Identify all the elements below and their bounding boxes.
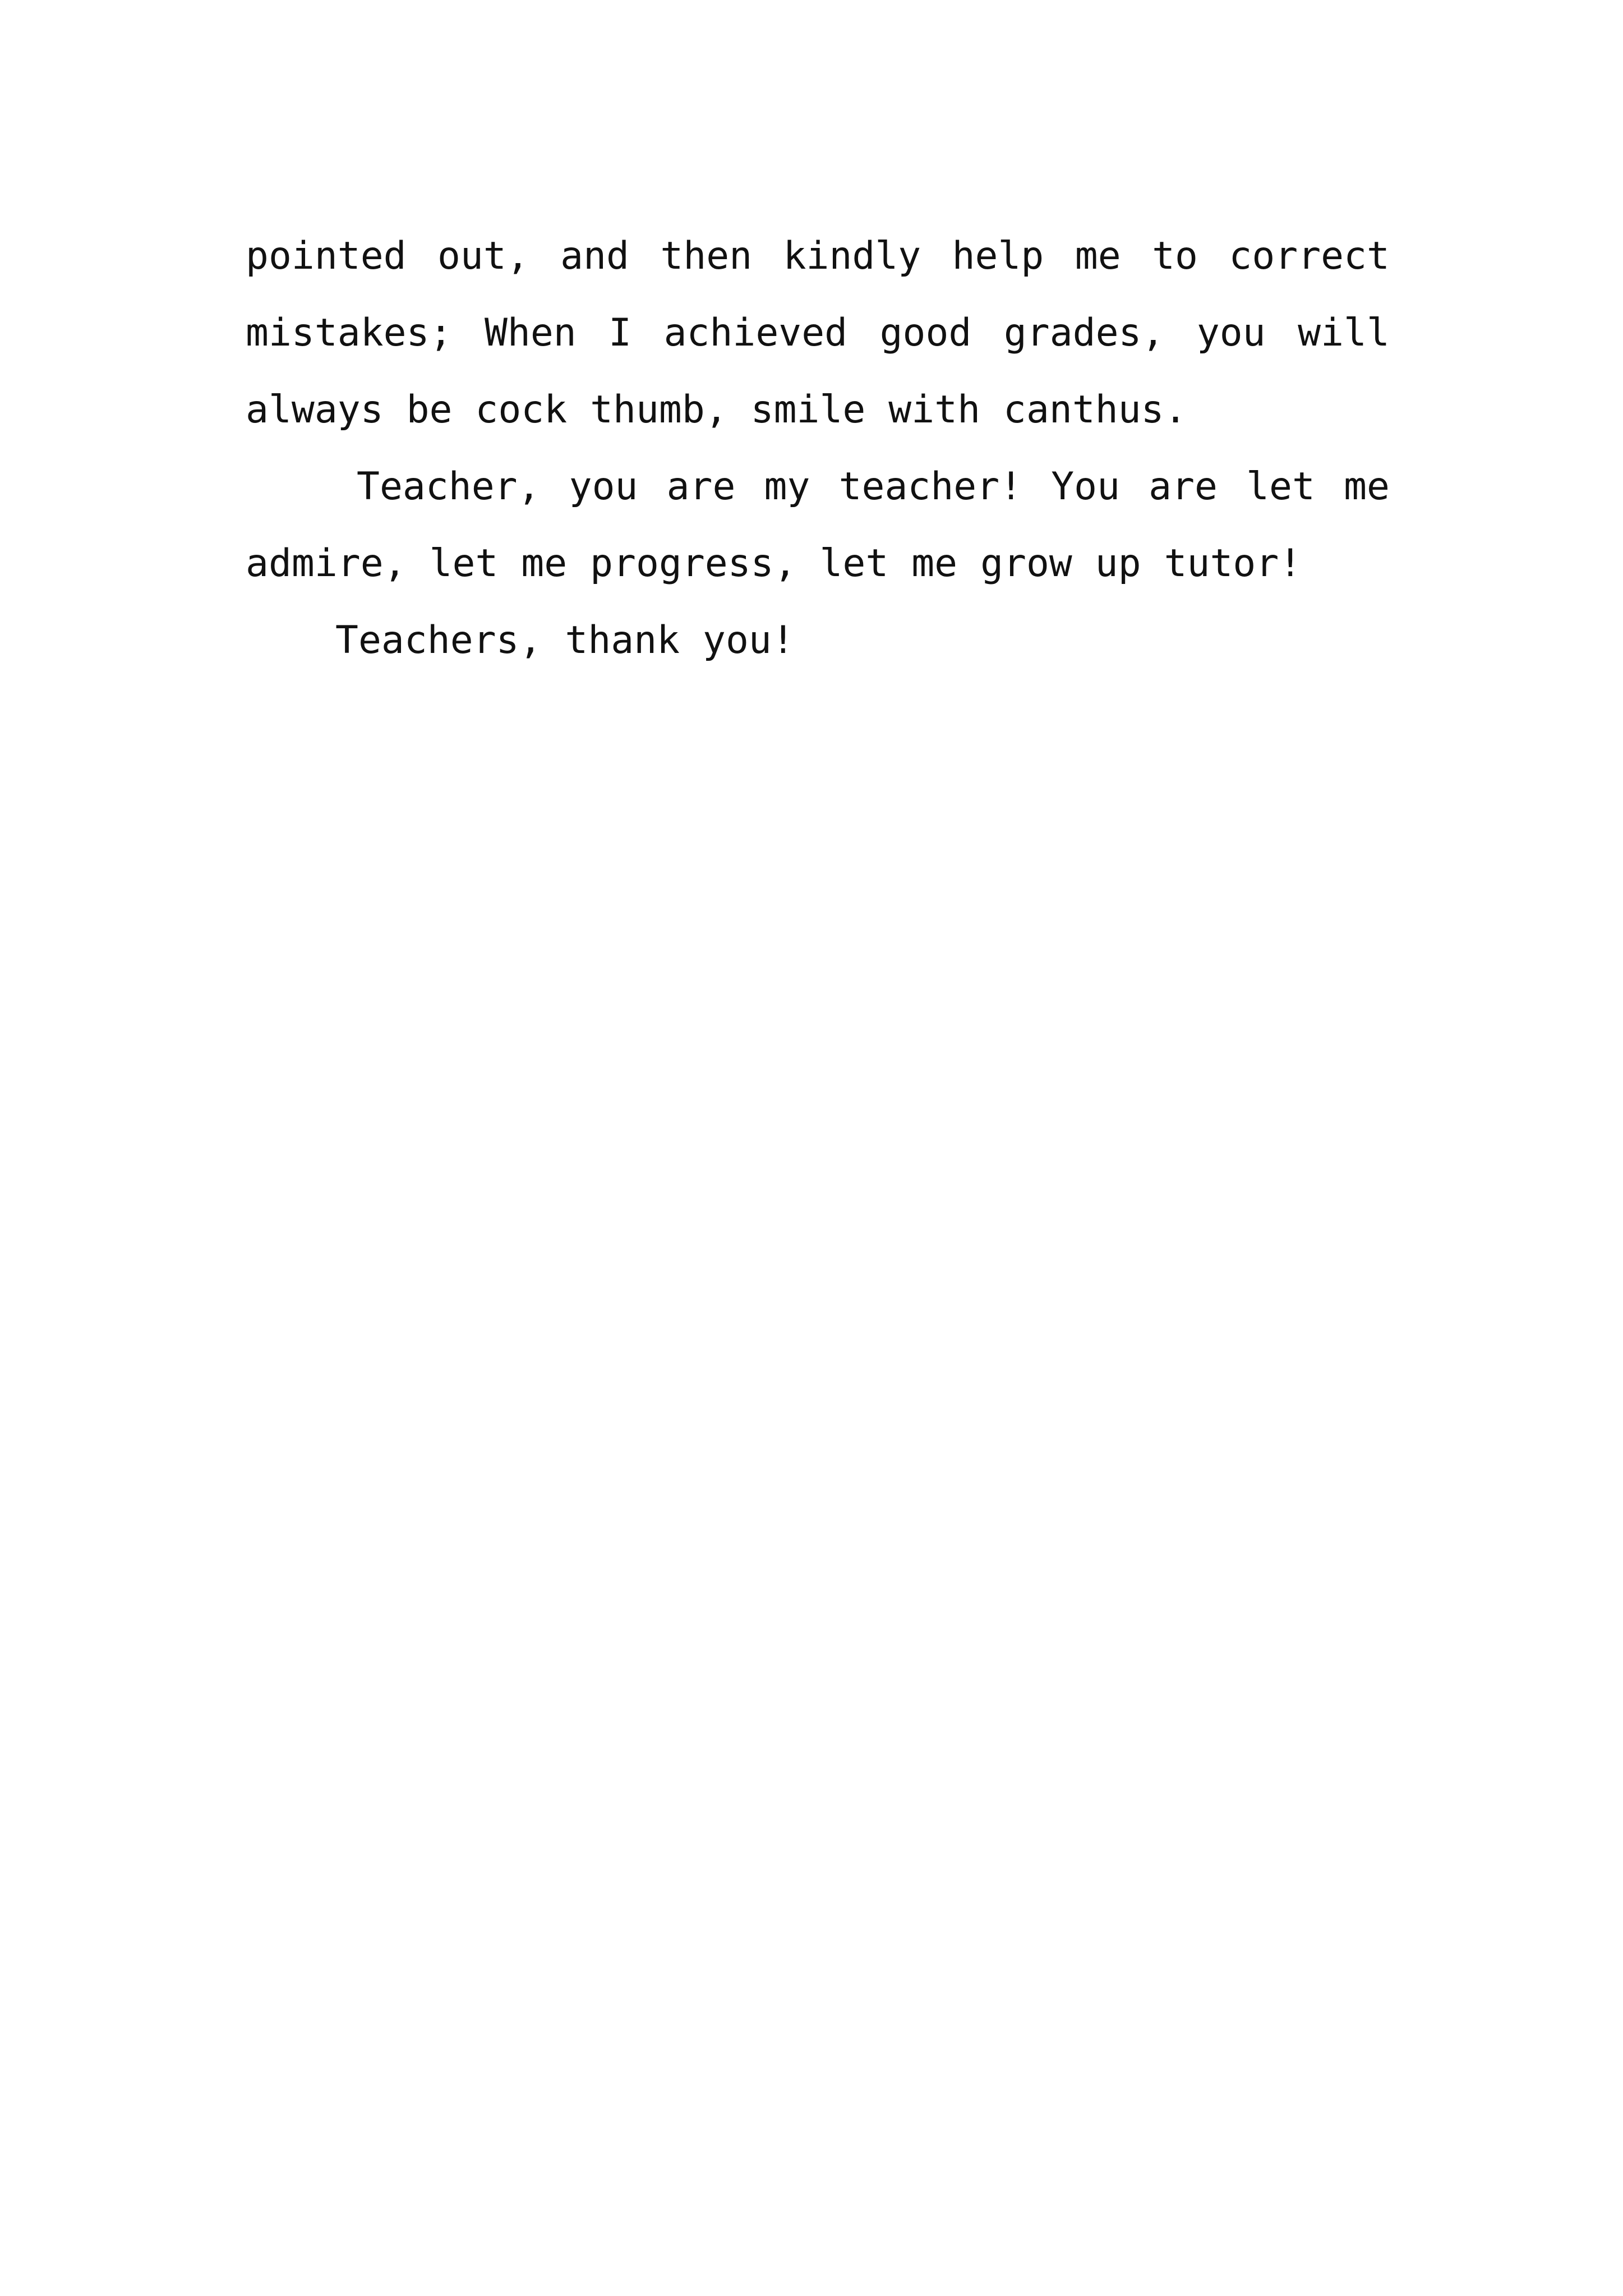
paragraph-1-line-3: always be cock thumb, smile with canthus. — [246, 388, 1187, 432]
word: you — [1196, 311, 1266, 355]
document-body — [246, 218, 1390, 679]
word: help — [952, 234, 1044, 278]
paragraph-3-line-1: Teachers, thank you! — [335, 618, 795, 662]
word: let — [1246, 464, 1315, 509]
word: will — [1298, 311, 1390, 355]
word: kindly — [783, 234, 921, 278]
word: achieved — [663, 311, 848, 355]
paragraph-1-line-2 — [246, 295, 1390, 371]
word: grades, — [1003, 311, 1165, 355]
word: out, — [437, 234, 529, 278]
word: to — [1152, 234, 1198, 278]
word: are — [666, 464, 736, 509]
word: pointed — [246, 234, 407, 278]
word: good — [879, 311, 972, 355]
word: then — [660, 234, 753, 278]
paragraph-2-line-1 — [246, 448, 1390, 525]
word: Teacher, — [357, 464, 541, 509]
word: me — [1344, 464, 1390, 509]
word: correct — [1229, 234, 1390, 278]
word: my — [764, 464, 810, 509]
word: I — [608, 311, 632, 355]
word: me — [1075, 234, 1121, 278]
paragraph-1-line-1 — [246, 218, 1390, 295]
word: are — [1149, 464, 1218, 509]
word: When — [484, 311, 577, 355]
word: and — [560, 234, 629, 278]
word: You — [1051, 464, 1121, 509]
word: teacher! — [838, 464, 1023, 509]
word: you — [569, 464, 638, 509]
paragraph-2-line-2: admire, let me progress, let me grow up tutor! — [246, 541, 1302, 586]
word: mistakes; — [246, 311, 453, 355]
